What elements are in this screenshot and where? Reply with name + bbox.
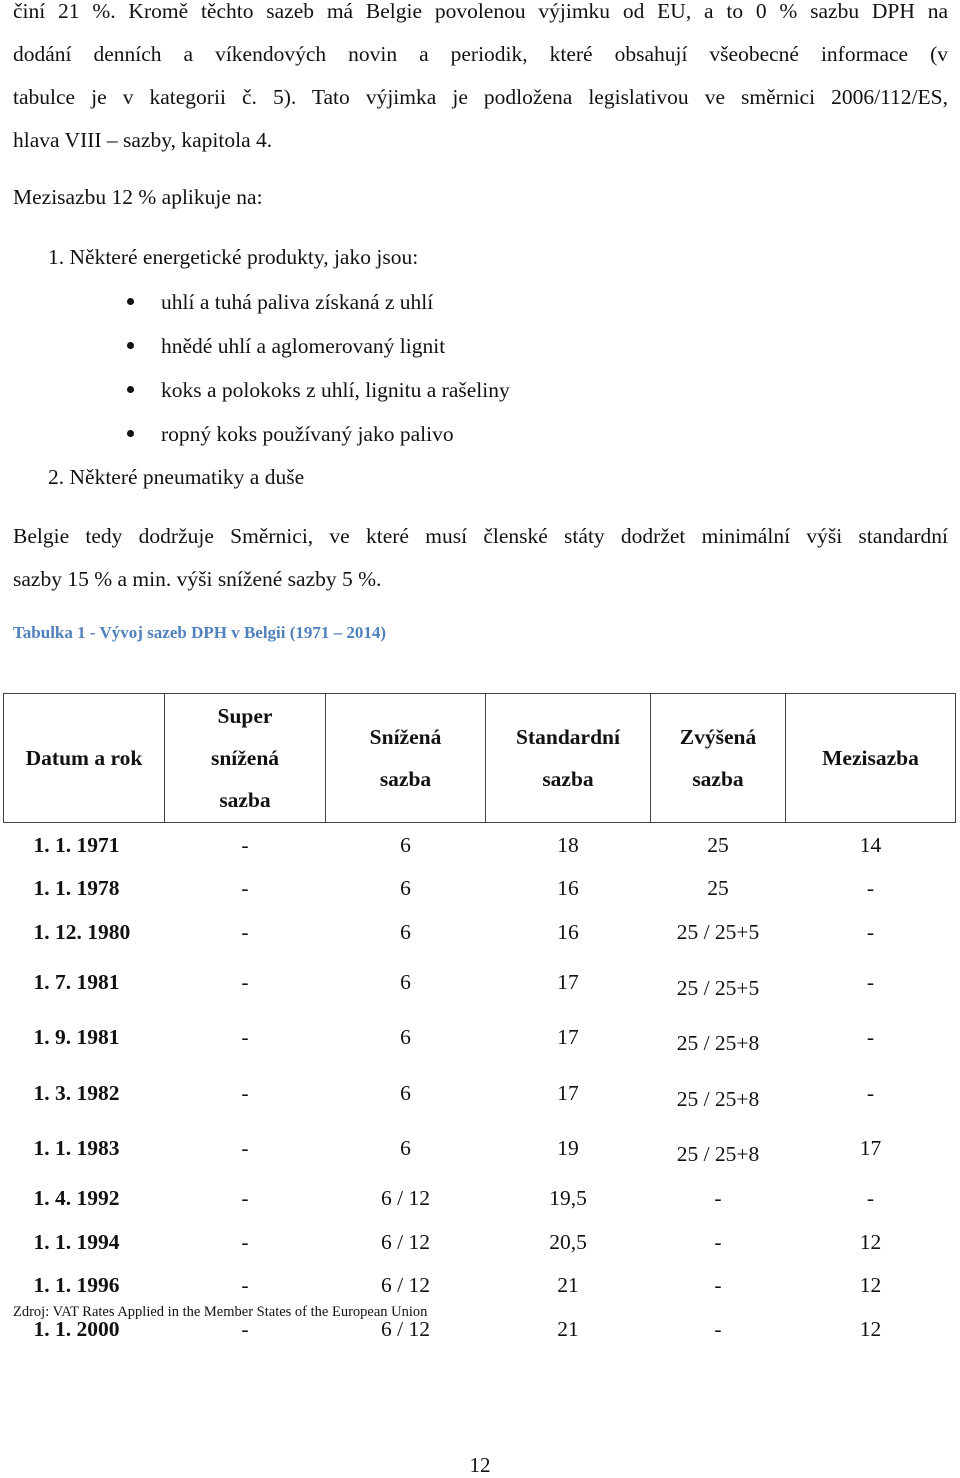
bullet-icon [127,430,134,437]
rate-cell: 6 [400,969,411,994]
table-row [4,1176,956,1220]
table-row [4,823,956,867]
bullet-text: hnědé uhlí a aglomerovaný lignit [161,334,446,358]
bullet-icon [127,298,134,305]
rate-cell: - [241,1273,249,1298]
table-row [4,1065,956,1121]
table-row [4,1263,956,1307]
rate-cell: - [241,1185,249,1210]
table-row [4,1220,956,1264]
table-body [4,823,956,1351]
rate-cell: 21 [557,1316,579,1341]
rate-cell: 16 [557,876,579,901]
rate-cell: 18 [557,832,579,857]
rate-cell: 6 [400,919,411,944]
numbered-item-1: 1. Některé energetické produkty, jako jsou: [48,245,419,269]
page-number: 12 [469,1453,491,1477]
rate-cell: 21 [557,1273,579,1298]
rate-cell: 19 [557,1136,579,1161]
bullet-icon [127,386,134,393]
header-text: Snížená sazba [369,725,442,791]
rate-cell: 20,5 [549,1229,587,1254]
numbered-item-2: 2. Některé pneumatiky a duše [48,465,305,489]
column-header [651,694,786,823]
rate-cell: 17 [557,1025,579,1050]
rate-cell: - [866,919,875,944]
rate-cell: 6 [400,832,411,857]
rate-cell: - [866,876,875,901]
rate-cell: 25 / 25+8 [676,1086,760,1111]
rate-cell: - [241,1025,249,1050]
rate-cell: - [241,969,249,994]
header-text: Super snížená sazba [210,704,280,812]
bullet-text: koks a polokoks z uhlí, lignitu a rašeliny [161,378,510,402]
rate-cell: 6 [400,1136,411,1161]
bullet-item [123,324,510,368]
rate-cell: 25 / 25+8 [676,1031,760,1056]
lead-sentence: Mezisazbu 12 % aplikuje na: [13,185,263,209]
rate-cell: - [866,1080,875,1105]
rate-cell: 16 [557,919,579,944]
bullet-icon [127,342,134,349]
rate-cell: 25 [707,832,729,857]
bullet-text: ropný koks používaný jako palivo [161,422,454,446]
date-cell: 1. 12. 1980 [33,919,131,944]
rate-cell: 12 [859,1316,882,1341]
source-note: Zdroj: VAT Rates Applied in the Member States of the European Union [13,1304,428,1320]
text-line: hlava VIII – sazby, kapitola 4. [13,128,273,152]
text-line: sazby 15 % a min. výši snížené sazby 5 %. [13,567,382,591]
rate-cell: 19,5 [549,1185,587,1210]
rate-cell: - [866,1185,875,1210]
rate-cell: - [714,1229,722,1254]
rate-cell: 6 / 12 [381,1185,430,1210]
date-cell: 1. 9. 1981 [33,1025,120,1050]
bullet-item [123,368,510,412]
date-cell: 1. 1. 2000 [33,1316,120,1341]
rate-cell: 14 [859,832,882,857]
column-header [165,694,326,823]
rate-cell: 6 [400,876,411,901]
rate-cell: 12 [859,1229,882,1254]
rate-cell: - [241,876,249,901]
column-header: Mezisazba [786,694,956,823]
rate-cell: - [866,969,875,994]
date-cell: 1. 1. 1983 [33,1136,120,1161]
rate-cell: 6 [400,1025,411,1050]
rate-cell: - [241,1229,249,1254]
date-cell: 1. 1. 1994 [33,1229,120,1254]
rate-cell: 25 / 25+8 [676,1142,760,1167]
header-text: Zvýšená sazba [679,725,757,791]
rate-cell: 6 / 12 [381,1229,430,1254]
date-cell: 1. 1. 1978 [33,876,120,901]
header-text: Standardní sazba [516,725,620,791]
rate-cell: - [866,1025,875,1050]
rate-cell: 12 [859,1273,882,1298]
table-row [4,867,956,911]
date-cell: 1. 1. 1971 [33,832,120,857]
table-caption: Tabulka 1 - Vývoj sazeb DPH v Belgii (1971 – 2014) [13,623,387,642]
text-line: tabulce je v kategorii č. 5). Tato výjimka je podložena legislativou ve směrnici 2006/112/ES, [13,85,948,109]
rate-cell: - [714,1185,722,1210]
closing-paragraph [13,515,948,601]
rate-cell: 6 / 12 [381,1316,430,1341]
column-header [486,694,651,823]
rate-cell: 6 / 12 [381,1273,430,1298]
intro-paragraph [13,0,948,162]
rate-cell: 17 [859,1136,882,1161]
bullet-list [123,280,510,456]
rate-cell: 17 [557,969,579,994]
rate-cell: - [241,1136,249,1161]
rate-cell: - [241,919,249,944]
bullet-text: uhlí a tuhá paliva získaná z uhlí [161,290,434,314]
date-cell: 1. 3. 1982 [33,1080,120,1105]
vat-rates-table [3,693,956,1351]
rate-cell: 25 / 25+5 [676,919,760,944]
bullet-item [123,412,510,456]
rate-cell: - [241,1080,249,1105]
date-cell: 1. 4. 1992 [33,1185,120,1210]
date-cell: 1. 7. 1981 [33,969,120,994]
text-line: Belgie tedy dodržuje Směrnici, ve které musí členské státy dodržet minimální výši standardní [13,524,948,548]
table-row [4,910,956,954]
table-row [4,954,956,1010]
table-row [4,1121,956,1177]
rate-cell: - [714,1273,722,1298]
date-cell: 1. 1. 1996 [33,1273,120,1298]
rate-cell: 6 [400,1080,411,1105]
rate-cell: 25 [707,876,729,901]
text-line: činí 21 %. Kromě těchto sazeb má Belgie povolenou výjimku od EU, a to 0 % sazbu DPH na [13,0,948,23]
rate-cell: - [714,1316,722,1341]
table-header-row [4,694,956,823]
rate-cell: - [241,1316,249,1341]
table-row [4,1009,956,1065]
text-line: dodání denních a víkendových novin a periodik, které obsahují všeobecné informace (v [13,42,948,66]
column-header [326,694,486,823]
bullet-item [123,280,510,324]
rate-cell: - [241,832,249,857]
rate-cell: 17 [557,1080,579,1105]
column-header: Datum a rok [4,694,165,823]
rate-cell: 25 / 25+5 [676,975,760,1000]
